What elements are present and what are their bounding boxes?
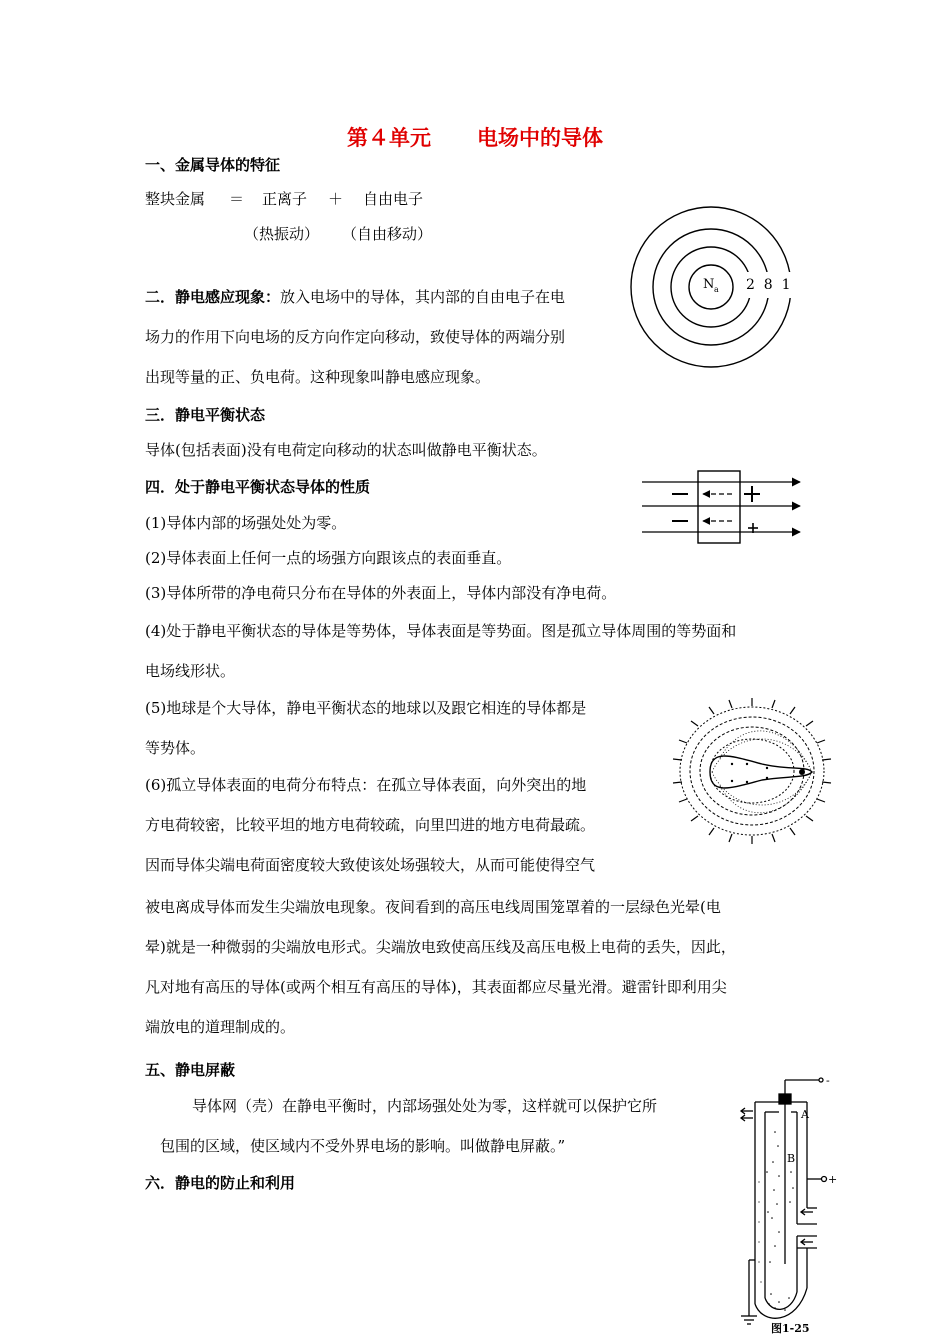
property-6: (6)孤立导体表面的电荷分布特点：在孤立导体表面，向外突出的地: [145, 776, 587, 794]
sodium-atom-diagram: [626, 200, 801, 370]
note-free-movement: （自由移动）: [342, 225, 433, 243]
property-4: (4)处于静电平衡状态的导体是等势体，导体表面是等势面。图是孤立导体周围的等势面和: [145, 622, 737, 640]
atom-shells: 2 8 1: [746, 277, 791, 293]
section-2-line-3: 出现等量的正、负电荷。这种现象叫静电感应现象。: [145, 368, 491, 386]
formula-equals: ＝: [229, 190, 245, 208]
property-1: (1)导体内部的场强处处为零。: [145, 514, 347, 532]
electrostatic-precipitator-figure: [735, 1072, 838, 1335]
property-6-line-5: 晕)就是一种微弱的尖端放电形式。尖端放电致使高压线及高压电极上电荷的丢失，因此，: [145, 938, 736, 956]
figure-minus: -: [826, 1074, 830, 1087]
section-3-heading: 三．静电平衡状态: [145, 406, 266, 424]
figure-caption: 图1-25: [771, 1322, 810, 1335]
section-5-line-1: 导体网（壳）在静电平衡时，内部场强处处为零，这样就可以保护它所: [192, 1097, 658, 1115]
atom-symbol-sub: a: [714, 285, 719, 294]
section-5-line-2: 包围的区域，使区域内不受外界电场的影响。叫做静电屏蔽。”: [160, 1137, 566, 1155]
figure-plus: +: [828, 1173, 838, 1186]
formula-whole-metal: 整块金属: [145, 190, 206, 208]
property-4-cont: 电场线形状。: [145, 662, 236, 680]
formula-positive-ion: 正离子: [262, 190, 308, 208]
property-6-line-3: 因而导体尖端电荷面密度较大致使该处场强较大，从而可能使得空气: [145, 856, 596, 874]
section-6-heading: 六．静电的防止和利用: [145, 1174, 296, 1192]
page-title: [0, 122, 950, 152]
figure-label-b: B: [787, 1152, 796, 1165]
equipotential-field-diagram: [672, 698, 834, 844]
property-6-line-6: 凡对地有高压的导体(或两个相互有高压的导体)，其表面都应尽量光滑。避雷针即利用尖: [145, 978, 727, 996]
property-5-cont: 等势体。: [145, 739, 206, 757]
section-2-line-1: 二．静电感应现象：放入电场中的导体，其内部的自由电子在电: [145, 288, 566, 306]
property-6-line-7: 端放电的道理制成的。: [145, 1018, 296, 1036]
section-5-heading: 五、静电屏蔽: [145, 1061, 236, 1079]
formula-plus: ＋: [328, 190, 344, 208]
property-5: (5)地球是个大导体，静电平衡状态的地球以及跟它相连的导体都是: [145, 699, 587, 717]
property-2: (2)导体表面上任何一点的场强方向跟该点的表面垂直。: [145, 549, 512, 567]
property-6-line-2: 方电荷较密，比较平坦的地方电荷较疏，向里凹进的地方电荷最疏。: [145, 816, 596, 834]
section-2-heading: 二．静电感应现象：: [145, 288, 281, 306]
conductor-in-field-diagram: [640, 468, 805, 546]
section-3-text: 导体(包括表面)没有电荷定向移动的状态叫做静电平衡状态。: [145, 441, 547, 459]
note-thermal-vibration: （热振动）: [244, 225, 320, 243]
property-3: (3)导体所带的净电荷只分布在导体的外表面上，导体内部没有净电荷。: [145, 584, 617, 602]
figure-label-a: A: [801, 1108, 809, 1121]
title-topic: 电场中的导体: [477, 126, 603, 150]
title-unit: 第４单元: [347, 126, 431, 150]
section-2-line-2: 场力的作用下向电场的反方向作定向移动，致使导体的两端分别: [145, 328, 566, 346]
property-6-line-4: 被电离成导体而发生尖端放电现象。夜间看到的高压电线周围笼罩着的一层绿色光晕(电: [145, 898, 721, 916]
atom-symbol: N: [703, 277, 715, 292]
formula-free-electron: 自由电子: [363, 190, 424, 208]
section-1-heading: 一、金属导体的特征: [145, 156, 281, 174]
section-4-heading: 四．处于静电平衡状态导体的性质: [145, 478, 371, 496]
